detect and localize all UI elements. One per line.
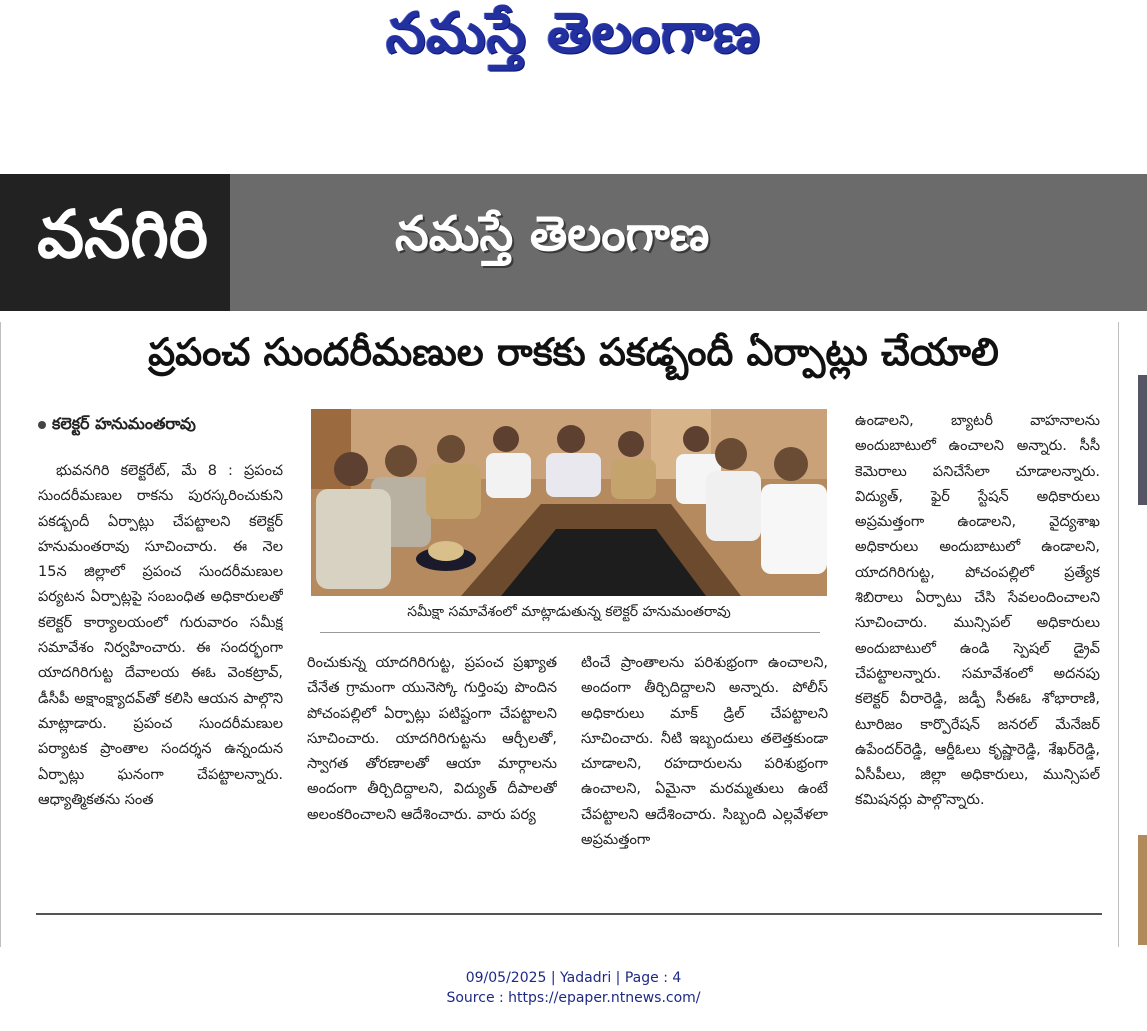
column-1-text: భువనగిరి కలెక్టరేట్, మే 8 : ప్రపంచ సుందరీమణుల రాకను పురస్కరించుకుని పకడ్బందీ ఏర్పాట్లు చేపట్టాలని కలెక్టర్ హనుమంతరావు సూచించారు. ఈ నెల 15న జిల్లాలో ప్రపంచ సుందరీమణుల పర్యటన ఏర్పాట్లపై సంబంధిత అధికారులతో కలెక్టర్ కార్యాలయంలో గురువారం సమీక్ష సమావేశం నిర్వహించారు. ఈ సందర్భంగా యాదగిరిగుట్ట దేవాలయ ఈఓ వెంకట్రావ్, డీసీపీ అక్షాంక్ష్యాదవ్‌తో కలిసి ఆయన పాల్గొని మాట్లాడారు. ప్రపంచ సుందరీమణుల పర్యాటక ప్రాంతాల సందర్శన ఉన్నందున ఏర్పాట్లు ఘనంగా చేపట్టాలన్నారు. ఆధ్యాత్మికతను సంత bbox=[38, 463, 283, 808]
article-column-4 bbox=[855, 409, 1100, 911]
newspaper-logo: నమస్తే తెలంగాణ bbox=[386, 0, 761, 66]
column-4-text: ఉండాలని, బ్యాటరీ వాహనాలను అందుబాటులో ఉంచాలని అన్నారు. సీసీ కెమెరాలు పనిచేసేలా చూడాలన్నారు. విద్యుత్, ఫైర్ స్టేషన్ అధికారులు అప్రమత్తంగా ఉండాలని, వైద్యశాఖ అధికారులు అందుబాటులో ఉండాలని, యాదగిరిగుట్ట, పోచంపల్లిలో ప్రత్యేక శిబిరాలు ఏర్పాటు చేసి సేవలందించాలని సూచించారు. మున్సిపల్ అధికారులు అందుబాటులో ఉండి స్పెషల్ డ్రైవ్ చేపట్టాలన్నారు. సమావేశంలో అదనపు కలెక్టర్ వీరారెడ్డి, జడ్పీ సీఈఓ శోభారాణి, టూరిజం కార్పొరేషన్ జనరల్ మేనేజర్ ఉపేందర్‌రెడ్డి, ఆర్డీఓలు కృష్ణారెడ్డి, శేఖర్‌రెడ్డి, ఏసీపీలు, జిల్లా అధికారులు, మున్సిపల్ కమిషనర్లు పాల్గొన్నారు. bbox=[855, 413, 1100, 809]
column-2-text: రించుకున్న యాదగిరిగుట్ట, ప్రపంచ ప్రఖ్యాత చేనేత గ్రామంగా యునెస్కో గుర్తింపు పొందిన పోచంపల్లిలో ఏర్పాట్లు పటిష్టంగా చేపట్టాలని సూచించారు. యాదగిరిగుట్టను ఆర్చీలతో, స్వాగత తోరణాలతో ఆయా మార్గాలను అందంగా తీర్చిదిద్దాలని, విద్యుత్ దీపాలతో అలంకరించాలని ఆదేశించారు. వారు పర్య bbox=[307, 655, 557, 823]
page-right-border bbox=[1118, 322, 1119, 947]
photo-caption: సమీక్షా సమావేశంలో మాట్లాడుతున్న కలెక్టర్ హనుమంతరావు bbox=[407, 604, 731, 620]
article-column-2 bbox=[307, 651, 557, 911]
paper-name: నమస్తే తెలంగాణ bbox=[395, 206, 710, 262]
page-left-border bbox=[0, 322, 1, 947]
article-column-3 bbox=[581, 651, 828, 911]
column-3-text: టించే ప్రాంతాలను పరిశుభ్రంగా ఉంచాలని, అందంగా తీర్చిదిద్దాలని అన్నారు. పోలీస్ అధికారులు మాక్ డ్రిల్ చేపట్టాలని సూచించారు. నీటి ఇబ్బందులు తలెత్తకుండా చూడాలని, రహదారులను పరిశుభ్రంగా ఉంచాలని, ఏమైనా మరమ్మతులు ఉంటే చేపట్టాలని ఆదేశించారు. సిబ్బంది ఎల్లవేళలా అప్రమత్తంగా bbox=[581, 655, 828, 849]
next-article-headline-strip bbox=[30, 934, 1130, 954]
adjacent-page-edge bbox=[1138, 375, 1147, 505]
article-column-1 bbox=[38, 459, 283, 911]
section-band bbox=[0, 174, 1147, 311]
epaper-footer bbox=[0, 958, 1147, 1031]
adjacent-page-edge-lower bbox=[1138, 835, 1147, 945]
article-bottom-rule bbox=[36, 913, 1102, 915]
article-byline bbox=[38, 414, 196, 437]
bullet-icon bbox=[38, 421, 46, 429]
article-headline: ప్రపంచ సుందరీమణుల రాకకు పకడ్బందీ ఏర్పాట్లు చేయాలి bbox=[148, 330, 999, 374]
byline-text: కలెక్టర్ హనుమంతరావు bbox=[52, 414, 196, 433]
paper-name-box bbox=[230, 174, 1147, 311]
masthead bbox=[0, 0, 1147, 80]
caption-rule bbox=[320, 632, 820, 633]
meeting-photo bbox=[311, 409, 827, 596]
footer-date-edition: 09/05/2025 | Yadadri | Page : 4 bbox=[465, 970, 682, 986]
footer-source-link[interactable]: Source : https://epaper.ntnews.com/ bbox=[446, 990, 701, 1006]
meeting-photo-illustration bbox=[311, 409, 827, 596]
district-label-box bbox=[0, 174, 230, 311]
district-label: వనగిరి bbox=[37, 196, 208, 273]
